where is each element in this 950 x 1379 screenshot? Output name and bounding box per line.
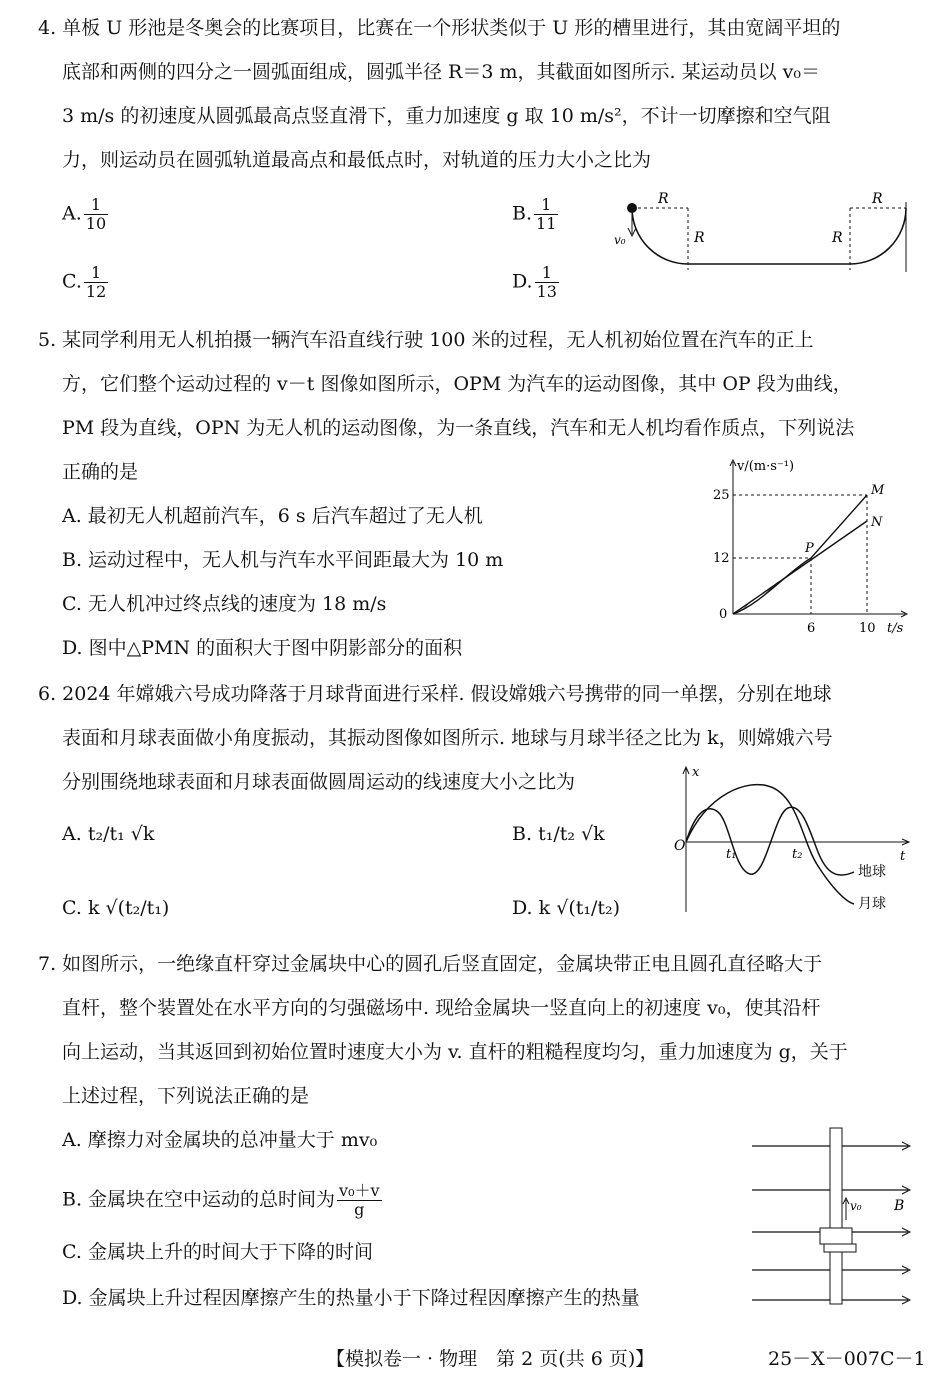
q6-option-d: D. k √(t₁/t₂) bbox=[512, 897, 621, 919]
q5-option-b: B. 运动过程中，无人机与汽车水平间距最大为 10 m bbox=[62, 549, 504, 571]
q7-option-b: B. 金属块在空中运动的总时间为 $\frac{\text{v₀＋v}}{g}$ bbox=[62, 1181, 380, 1219]
q5-line-3: PM 段为直线，OPN 为无人机的运动图像，为一条直线，汽车和无人机均看作质点，下列说法 bbox=[62, 417, 855, 439]
q6-line-2: 表面和月球表面做小角度振动，其振动图像如图所示. 地球与月球半径之比为 k，则嫦娥六号 bbox=[62, 727, 833, 749]
skier-dot bbox=[627, 203, 637, 213]
q6-line-1: 6. 2024 年嫦娥六号成功降落于月球背面进行采样. 假设嫦娥六号携带的同一单摆，分别在地球 bbox=[38, 683, 832, 705]
q5-option-c: C. 无人机冲过终点线的速度为 18 m/s bbox=[62, 593, 387, 615]
r-label-top-left: R bbox=[658, 191, 669, 207]
earth-curve bbox=[686, 807, 854, 875]
earth-label: 地球 bbox=[858, 864, 886, 880]
q4-option-b: B. $\frac{1}{11}$ bbox=[512, 195, 557, 233]
v0-label: v₀ bbox=[850, 1199, 862, 1213]
t-axis-label: t/s bbox=[887, 621, 904, 636]
q5-line-4: 正确的是 bbox=[62, 461, 139, 483]
r-label-top-right: R bbox=[872, 191, 883, 207]
v-axis-label: v/(m·s⁻¹) bbox=[737, 459, 795, 474]
q7-line-3: 向上运动，当其返回到初始位置时速度大小为 v. 直杆的粗糙程度均匀，重力加速度为 g，关于 bbox=[62, 1041, 848, 1063]
r-label-mid-right: R bbox=[832, 230, 843, 246]
metal-block bbox=[820, 1228, 852, 1244]
u-pipe-figure bbox=[600, 186, 920, 276]
point-N: N bbox=[871, 515, 883, 530]
t1-label: t₁ bbox=[726, 847, 737, 862]
drone-line-OPN bbox=[733, 521, 867, 614]
q5-line-1: 5. 某同学利用无人机拍摄一辆汽车沿直线行驶 100 米的过程，无人机初始位置在汽车的正上 bbox=[38, 329, 814, 351]
q4-option-a: A. $\frac{1}{10}$ bbox=[62, 195, 107, 233]
ytick-0: 0 bbox=[719, 607, 728, 622]
q5-option-a: A. 最初无人机超前汽车，6 s 后汽车超过了无人机 bbox=[62, 505, 483, 527]
q4-line-1: 4. 单板 U 形池是冬奥会的比赛项目，比赛在一个形状类似于 U 形的槽里进行，其由宽阔平坦的 bbox=[38, 17, 841, 39]
t2-label: t₂ bbox=[792, 847, 803, 862]
xtick-6: 6 bbox=[807, 621, 816, 636]
q7-line-2: 直杆，整个装置处在水平方向的匀强磁场中. 现给金属块一竖直向上的初速度 v₀，使其沿杆 bbox=[62, 997, 821, 1019]
xtick-10: 10 bbox=[859, 621, 876, 636]
moon-label: 月球 bbox=[858, 896, 886, 912]
q4-line-3: 3 m/s 的初速度从圆弧最高点竖直滑下，重力加速度 g 取 10 m/s²，不计一切摩擦和空气阻 bbox=[62, 105, 831, 127]
q5-line-2: 方，它们整个运动过程的 v－t 图像如图所示，OPM 为汽车的运动图像，其中 OP 段为曲线， bbox=[62, 373, 852, 395]
point-M: M bbox=[871, 483, 885, 498]
page-footer-code: 25－X－007C－1 bbox=[768, 1348, 926, 1370]
q4-line-4: 力，则运动员在圆弧轨道最高点和最低点时，对轨道的压力大小之比为 bbox=[62, 149, 652, 171]
page-footer-center: 【模拟卷一 · 物理 第 2 页(共 6 页)】 bbox=[326, 1348, 655, 1370]
q7-option-c: C. 金属块上升的时间大于下降的时间 bbox=[62, 1241, 373, 1263]
magnet-rod-figure bbox=[748, 1124, 914, 1308]
b-label: B bbox=[894, 1198, 905, 1214]
q4-option-c: C. $\frac{1}{12}$ bbox=[62, 263, 107, 301]
t-axis-label: t bbox=[900, 849, 906, 864]
point-P: P bbox=[805, 541, 814, 556]
rod bbox=[830, 1128, 842, 1304]
q7-option-d: D. 金属块上升过程因摩擦产生的热量小于下降过程因摩擦产生的热量 bbox=[62, 1287, 640, 1309]
x-axis-label: x bbox=[692, 765, 700, 780]
q6-option-a: A. t₂/t₁ √k bbox=[62, 823, 155, 845]
q4-line-2: 底部和两侧的四分之一圆弧面组成，圆弧半径 R＝3 m，其截面如图所示. 某运动员以 v₀＝ bbox=[62, 61, 820, 83]
vt-chart bbox=[705, 456, 915, 642]
q7-option-a: A. 摩擦力对金属块的总冲量大于 mv₀ bbox=[62, 1129, 378, 1151]
q6-option-c: C. k √(t₂/t₁) bbox=[62, 897, 170, 919]
q6-option-b: B. t₁/t₂ √k bbox=[512, 823, 605, 845]
origin-label: O bbox=[674, 838, 686, 854]
q5-option-d: D. 图中△PMN 的面积大于图中阴影部分的面积 bbox=[62, 637, 463, 659]
car-line-OPM bbox=[733, 495, 867, 614]
v0-label: v₀ bbox=[614, 233, 626, 247]
r-label-mid-left: R bbox=[694, 230, 705, 246]
q4-option-d: D. $\frac{1}{13}$ bbox=[512, 263, 557, 301]
q7-line-1: 7. 如图所示，一绝缘直杆穿过金属块中心的圆孔后竖直固定，金属块带正电且圆孔直径略大于 bbox=[38, 953, 823, 975]
ytick-12: 12 bbox=[713, 551, 730, 566]
q7-line-4: 上述过程，下列说法正确的是 bbox=[62, 1085, 310, 1107]
ytick-25: 25 bbox=[713, 488, 730, 503]
oscillation-chart bbox=[668, 762, 914, 922]
q6-line-3: 分别围绕地球表面和月球表面做圆周运动的线速度大小之比为 bbox=[62, 771, 576, 793]
